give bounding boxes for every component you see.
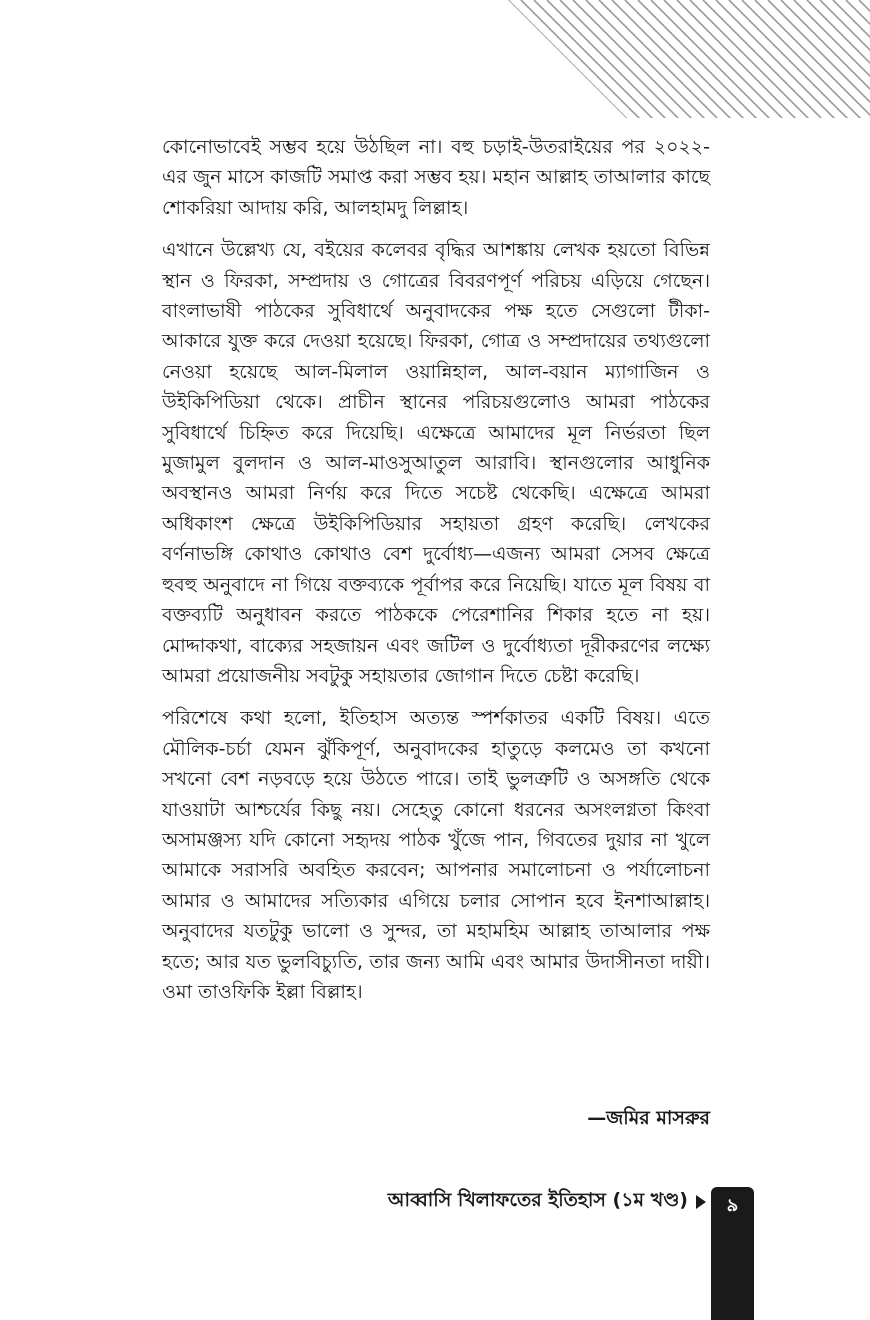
page-number: ৯	[726, 1195, 739, 1216]
page-number-tab	[711, 1187, 754, 1320]
paragraph-1: কোনোভাবেই সম্ভব হয়ে উঠছিল না। বহু চড়াই-উতরাইয়ের পর ২০২২-এর জুন মাসে কাজটি সমাপ্ত করা সম্ভব হয়। মহান আল্লাহ তাআলার কাছে শোকরিয়া আদায় করি, আলহামদু লিল্লাহ।	[162, 136, 710, 219]
hatch-line	[508, 0, 565, 118]
hatch-line	[508, 0, 552, 118]
corner-hatch-decoration	[508, 0, 870, 118]
paragraph-2: এখানে উল্লেখ্য যে, বইয়ের কলেবর বৃদ্ধির আশঙ্কায় লেখক হয়তো বিভিন্ন স্থান ও ফিরকা, সম্প্রদায় ও গোত্রের বিবরণপূর্ণ পরিচয় এড়িয়ে গেছেন। বাংলাভাষী পাঠকের সুবিধার্থে অনুবাদকের পক্ষ হতে সেগুলো টীকা-আকারে যুক্ত করে দেওয়া হয়েছে। ফিরকা, গোত্র ও সম্প্রদায়ের তথ্যগুলো নেওয়া হয়েছে আল-মিলাল ওয়ান্নিহাল, আল-বয়ান ম্যাগাজিন ও উইকিপিডিয়া থেকে। প্রাচীন স্থানের পরিচয়গুলোও আমরা পাঠকের সুবিধার্থে চিহ্নিত করে দিয়েছি। এক্ষেত্রে আমাদের মূল নির্ভরতা ছিল মুজামুল বুলদান ও আল-মাওসুআতুল আরাবি। স্থানগুলোর আধুনিক অবস্থানও আমরা নির্ণয় করে দিতে সচেষ্ট থেকেছি। এক্ষেত্রে আমরা অধিকাংশ ক্ষেত্রে উইকিপিডিয়ার সহায়তা গ্রহণ করেছি। লেখকের বর্ণনাভঙ্গি কোথাও কোথাও বেশ দুর্বোধ্য—এজন্য আমরা সেসব ক্ষেত্রে হুবহু অনুবাদে না গিয়ে বক্তব্যকে পূর্বাপর করে নিয়েছি। যাতে মূল বিষয় বা বক্তব্যটি অনুধাবন করতে পাঠককে পেরেশানির শিকার হতে না হয়। মোদ্দাকথা, বাক্যের সহজায়ন এবং জটিল ও দুর্বোধ্যতা দূরীকরণের লক্ষ্যে আমরা প্রয়োজনীয় সবটুকু সহায়তার জোগান দিতে চেষ্টা করেছি।	[162, 239, 710, 687]
hatch-line	[508, 0, 617, 118]
triangle-right-icon	[696, 1195, 706, 1209]
hatch-line	[547, 0, 669, 118]
running-footer-book-title: আব্বাসি খিলাফতের ইতিহাস (১ম খণ্ড)	[387, 1189, 688, 1211]
hatch-line	[794, 0, 870, 118]
hatch-line	[508, 0, 513, 118]
hatch-line	[508, 0, 630, 118]
paragraph-3: পরিশেষে কথা হলো, ইতিহাস অত্যন্ত স্পর্শকাতর একটি বিষয়। এতে মৌলিক-চর্চা যেমন ঝুঁকিপূর্ণ, অনুবাদকের হাতুড়ে কলমেও তা কখনো সখনো বেশ নড়বড়ে হয়ে উঠতে পারে। তাই ভুলত্রুটি ও অসঙ্গতি থেকে যাওয়াটা আশ্চর্যের কিছু নয়। সেহেতু কোনো ধরনের অসংলগ্নতা কিংবা অসামঞ্জস্য যদি কোনো সহৃদয় পাঠক খুঁজে পান, গিবতের দুয়ার না খুলে আমাকে সরাসরি অবহিত করবেন; আপনার সমালোচনা ও পর্যালোচনা আমার ও আমাদের সত্যিকার এগিয়ে চলার সোপান হবে ইনশাআল্লাহ। অনুবাদের যতটুকু ভালো ও সুন্দর, তা মহামহিম আল্লাহ তাআলার পক্ষ হতে; আর যত ভুলবিচ্যুতি, তার জন্য আমি এবং আমার উদাসীনতা দায়ী। ওমা তাওফিকি ইল্লা বিল্লাহ।	[162, 707, 710, 1003]
translator-signature: —জমির মাসরুর	[587, 1107, 710, 1129]
hatch-line	[521, 0, 643, 118]
main-text	[162, 132, 710, 1019]
hatch-line	[508, 0, 539, 118]
hatch-line	[534, 0, 656, 118]
hatch-line	[508, 0, 526, 118]
